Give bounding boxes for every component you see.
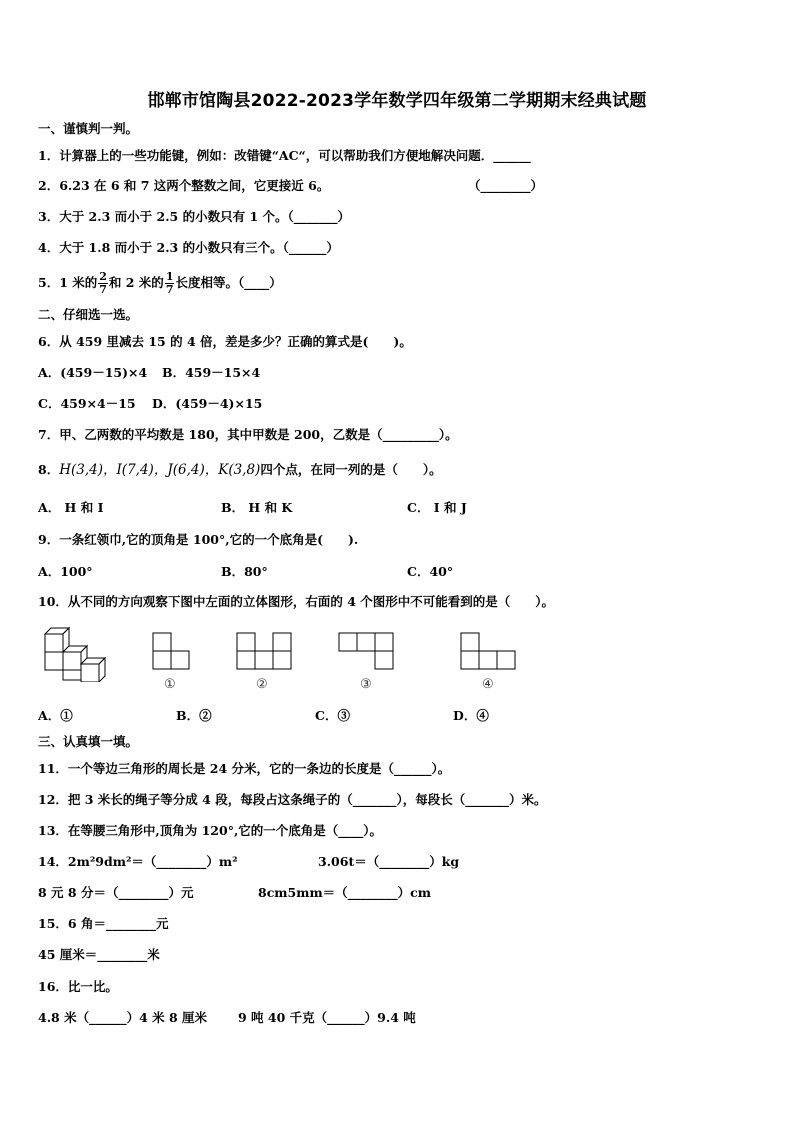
fraction-2-7 [98,271,108,296]
q9-option-b[interactable]: B．80° [221,564,268,579]
question-5 [38,268,282,298]
question-5-part2: 和 2 米的 [108,275,164,290]
question-2: 2．6.23 在 6 和 7 这两个整数之间，它更接近 6。 [38,178,330,193]
question-8 [38,462,442,478]
view-label-4: ④ [482,677,494,692]
question-8-number: 8． [38,462,60,477]
view-figure-2 [236,632,294,670]
question-14-d: 8cm5mm＝（________）cm [258,885,432,900]
view-figure-1 [152,632,192,670]
question-5-part3: 长度相等。（____） [175,275,282,290]
q10-option-b[interactable]: B．② [176,708,212,723]
question-15-a: 15．6 角＝________元 [38,916,169,931]
question-9: 9．一条红领巾,它的顶角是 100°,它的一个底角是( ). [38,532,359,547]
question-14-c: 8 元 8 分＝（________）元 [38,885,194,900]
section-3-heading: 三、认真填一填。 [38,734,139,749]
question-11: 11．一个等边三角形的周长是 24 分米，它的一条边的长度是（______）。 [38,761,451,776]
question-8-points: H(3,4)，I(7,4)，J(6,4)，K(3,8) [59,462,261,478]
fraction-numerator: 1 [165,270,174,283]
question-16-b: 9 吨 40 千克（______）9.4 吨 [238,1010,416,1025]
question-13: 13．在等腰三角形中,顶角为 120°,它的一个底角是（____）。 [38,823,383,838]
question-4: 4．大于 1.8 而小于 2.3 的小数只有三个。（______） [38,240,339,255]
page-title: 邯郸市馆陶县2022-2023学年数学四年级第二学期期末经典试题 [147,91,647,111]
q6-option-c[interactable]: C．459×4－15 [38,396,136,411]
question-15-b: 45 厘米＝________米 [38,947,160,962]
question-12: 12．把 3 米长的绳子等分成 4 段，每段占这条绳子的（_______），每段长（_______）米。 [38,792,547,807]
q8-option-c[interactable]: C． I 和 J [407,500,467,515]
section-2-heading: 二、仔细选一选。 [38,307,139,322]
question-7: 7．甲、乙两数的平均数是 180，其中甲数是 200，乙数是（_________）。 [38,427,458,442]
q6-option-a[interactable]: A．(459－15)×4 [38,365,148,380]
q9-option-a[interactable]: A．100° [38,564,93,579]
question-5-part1: 5．1 米的 [38,275,98,290]
section-1-heading: 一、谨慎判一判。 [38,121,139,136]
view-label-3: ③ [360,677,372,692]
question-14-b: 3.06t＝（________）kg [318,854,460,869]
question-8-text: 四个点，在同一列的是（ ）。 [260,462,442,477]
question-10: 10．从不同的方向观察下图中左面的立体图形，右面的 4 个图形中不可能看到的是（ ）。 [38,594,555,609]
q8-option-a[interactable]: A． H 和 I [38,500,104,515]
fraction-denominator: 7 [165,283,174,296]
cube-solid-figure [40,622,112,682]
view-label-2: ② [256,677,268,692]
question-2-blank: （________） [468,178,544,193]
question-16: 16．比一比。 [38,979,118,994]
question-1: 1．计算器上的一些功能键，例如：改错键“AC“，可以帮助我们方便地解决问题．______ [38,148,531,163]
question-6: 6．从 459 里减去 15 的 4 倍，差是多少？正确的算式是( )。 [38,334,412,349]
view-label-1: ① [164,677,176,692]
view-figure-4 [460,632,520,670]
q6-option-b[interactable]: B．459－15×4 [162,365,261,380]
question-14-a: 14．2m²9dm²＝（________）m² [38,854,238,869]
fraction-numerator: 2 [99,270,107,283]
q9-option-c[interactable]: C．40° [407,564,454,579]
question-3: 3．大于 2.3 而小于 2.5 的小数只有 1 个。（_______） [38,209,351,224]
q10-option-a[interactable]: A．① [38,708,73,723]
q10-option-c[interactable]: C．③ [315,708,350,723]
fraction-1-7 [165,271,175,296]
q8-option-b[interactable]: B． H 和 K [221,500,293,515]
fraction-denominator: 7 [99,283,107,296]
q6-option-d[interactable]: D．(459－4)×15 [152,396,263,411]
view-figure-3 [338,632,396,670]
question-16-a: 4.8 米（______）4 米 8 厘米 [38,1010,208,1025]
q10-option-d[interactable]: D．④ [453,708,489,723]
